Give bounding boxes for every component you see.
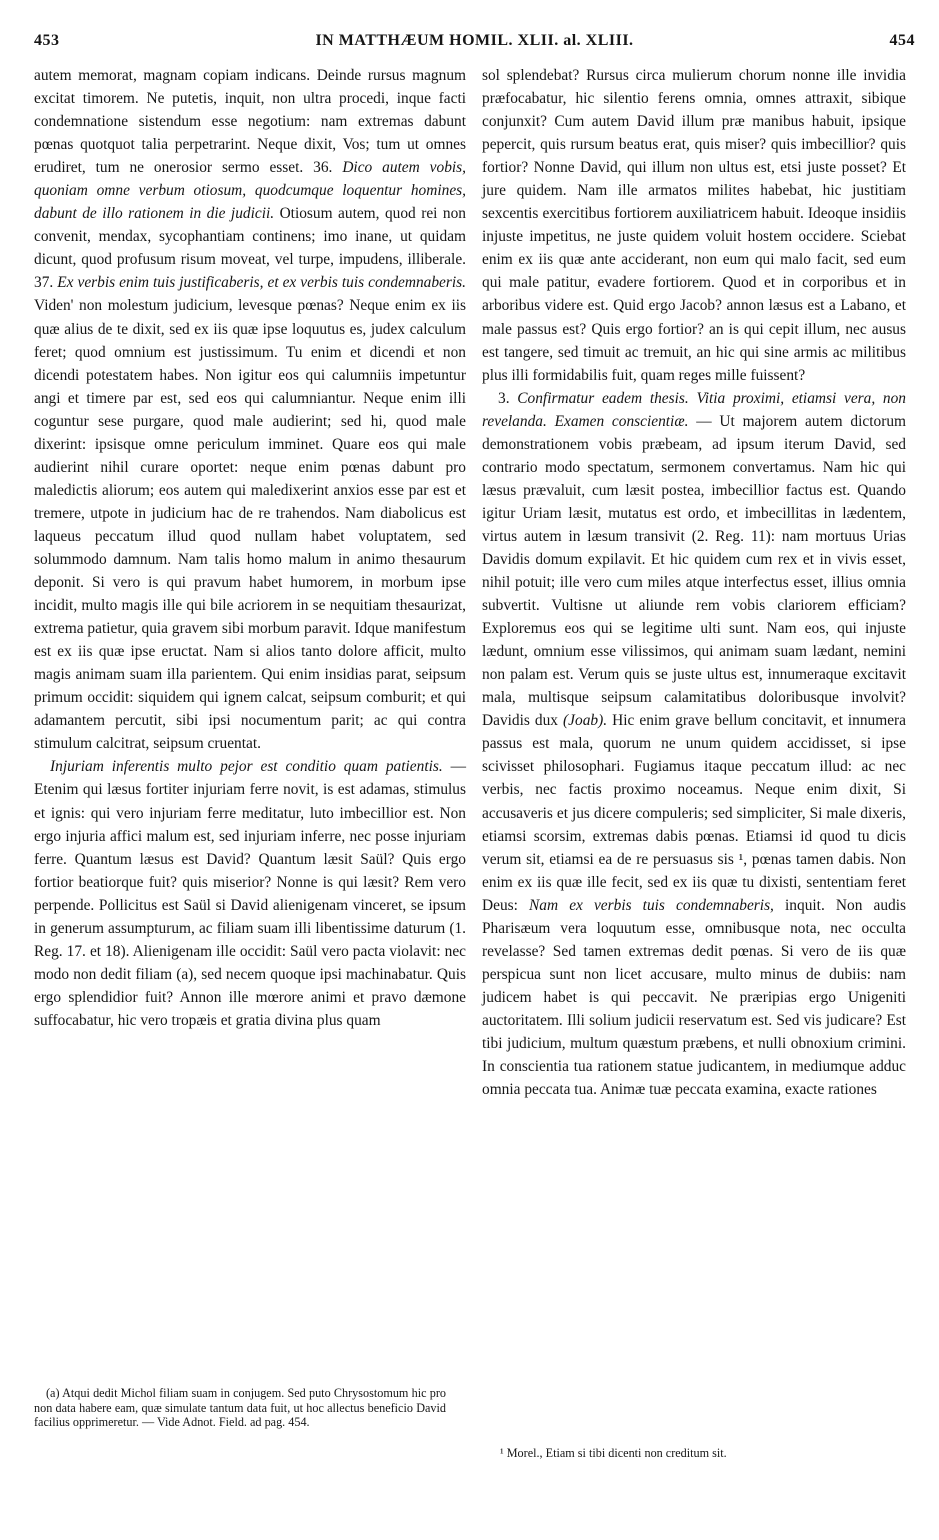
scripture-quote: Dico autem vobis, quoniam omne verbum otiosum, quodcumque loquentur homines, dabunt de illo rationem in die judicii. <box>34 159 466 223</box>
right-paragraph-1 <box>482 64 906 387</box>
right-text: sol splendebat? Rursus circa mulierum chorum nonne ille invidia præfocabatur, hic silentio ferens omnia, omnes attraxit, sibique conjunxit? Cum autem David illum præ manibus habuit, ipsique pepercit, quis rursum beatus erat, quis miser? quis imbecillior? quis fortior? Nonne David, qui illum non ultus est, etsi juste posset? Et jure quidem. Nam ille armatos milites habebat, hic justitiam sexcentis exercitibus fortiorem auxiliatricem habuit. Ideoque insidiis injuste impetitus, ne juste quidem voluit hostem occidere. Sciebat enim ex iis quæ ante acciderant, non eum qui malo facit, sed eum qui male patitur, evadere fortiorem. Quod et in corporibus et in arboribus videre est. Quid ergo Jacob? annon læsus est a Labano, et male passus est? Quis ergo fortior? an is qui cepit illum, nec ausus est tangere, sed timuit ac tremuit, an hic qui sine armis ac militibus plus illi formidabilis fuit, quam reges mille fuissent? <box>482 67 906 384</box>
right-text: Hic enim grave bellum concitavit, et innumera passus est mala, quorum ne unum quidem accidisset, si ipse scivisset philosophari. Fugiamus itaque peccatum illud: ac nec verbis, nec factis proximo noceamus. Neque enim dixit, Si accusaveris et jus dicere compuleris; sed simpliciter, Si male dixeris, etiamsi scorsim, extremas dabis pœnas. Etiamsi id quod tu dicis verum sit, etiamsi ea de re persuasus sis ¹, pœnas tamen dabis. Non enim ex iis quæ ille fecit, sed ex iis quæ tu dixisti, sententiam feret Deus: <box>482 712 906 914</box>
name-gloss: (Joab). <box>563 712 608 730</box>
right-paragraph-2 <box>482 387 906 1101</box>
running-header <box>34 32 915 62</box>
footnote-left <box>34 1386 446 1430</box>
left-text: Otiosum autem, quod rei non convenit, mendax, sycophantiam continens; imo inane, ut quidam dicunt, quod profusum risum moveat, vel turpe, impudens, illiberale. 37. <box>34 205 466 292</box>
right-column <box>482 64 906 1101</box>
left-paragraph-2 <box>34 755 466 1032</box>
left-paragraph-1 <box>34 64 466 755</box>
section-number: 3. <box>498 389 510 407</box>
right-text: inquit. Non audis Pharisæum vera loquutum esse, omnibusque nota, nec occulta revelasse? Sed tamen extremas dedit pœnas. Si vero de iis quæ perspicua sunt non licet accusare, multo minus de dubiis: nam judicem habet is qui peccavit. Ne præripias ergo Unigeniti auctoritatem. Illi solium judicii reservatum est. Sed vis judicare? Est tibi judicium, multum quæstum præbens, et nulli obnoxium crimini. In conscientia tua rationem statue judicantem, in mediumque adduc omnia peccata tua. Animæ tuæ peccata examina, exacte rationes <box>482 896 906 1099</box>
left-text: autem memorat, magnam copiam indicans. Deinde rursus magnum excitat timorem. Ne putetis, inquit, non ultra procedi, inque facti condemnatione sistendum esse negotium: nam extremas dabunt pœnas quotquot talia perpetrarint. Neque dixit, Vos; tum ut omnes erudiret, tum ne onerosior sermo esset. 36. <box>34 67 466 177</box>
scripture-quote: Nam ex verbis tuis condemnaberis, <box>529 896 774 914</box>
section-heading: Confirmatur eadem thesis. Vitia proximi, etiamsi vera, non revelanda. Examen conscientiæ. <box>482 389 906 430</box>
footnote-text <box>500 1446 906 1461</box>
footnote-marker: ¹ Morel., <box>500 1446 543 1460</box>
footnote-variant: Etiam si tibi dicenti non creditum sit. <box>545 1446 727 1460</box>
footnote-text: (a) Atqui dedit Michol filiam suam in conjugem. Sed puto Chrysostomum hic pro non data habere eam, quæ simulate tantum data fuit, ut hoc allectus beneficio David facilius opprimeretur. — Vide Adnot. Field. ad pag. 454. <box>34 1386 446 1430</box>
left-text: Viden' non molestum judicium, levesque pœnas? Neque enim ex iis quæ alius de te dixit, sed ex iis quæ ipse loquutus es, judex calculum feret; quod omnium est justissimum. Tu enim et dicendi et non dicendi potestatem habes. Non igitur eos qui calumniis impetuntur angi et timere par est, sed eos qui calumniantur. Neque enim illi coguntur sese purgare, quod male audierint; sed hi, quod male dixerint: ipsisque omne periculum imminet. Quare eos qui male audierint nihil curare oportet: neque enim pœnas dabunt pro maledictis aliorum; eos autem qui maledixerint anxios esse par est et tremere, utpote in judicium hac de re trahendos. Nam diabolicus est laqueus peccatum illud quod nullam habet voluptatem, sed solummodo damnum. Nam talis homo malum in animo thesaurum deponit. Si vero is qui pravum habet humorem, in morbum ipse incidit, multo magis ille qui bile acriorem in se nequitiam thesaurizat, extrema patietur, quia gravem sibi morbum paravit. Idque manifestum est ex iis quæ ipse eructat. Nam si alios tanto dolore afficit, multo magis animam suam illa parientem. Qui enim insidias parat, seipsum primum occidit: siquidem qui ignem calcat, seipsum comburit; et qui adamantem percutit, sibi ipsi nocumentum parit; ac qui contra stimulum calcitrat, seipsum cruentat. <box>34 297 466 753</box>
right-text: — Ut majorem autem dictorum demonstrationem vobis præbeam, ad ipsum iterum David, sed contrario modo spectatum, sermonem convertamus. Nam hic qui læsus prævaluit, cum læsit postea, imbecillior factus est. Quando igitur Uriam læsit, mutatus est ordo, et imbecillitas in lædentem, virtus autem in læsum transivit (2. Reg. 11): nam mortuus Urias Davidis domum expilavit. Et hic quidem cum rex et in vivis esset, nihil potuit; ille vero cum miles atque interfectus esset, illius omnia subvertit. Vultisne ut aliunde rem vobis clariorem efficiam? Exploremus eos qui se legitime ulti sunt. Nam eos, qui injuste lædunt, omnium esse vilissimos, qui animam suam lædant, nemini non palam est. Verum quis se juste ultus est, innumeraque excitavit mala, multisque seipsum calamitatibus doloribusque involvit? Davidis dux <box>482 412 906 730</box>
scripture-quote: Ex verbis enim tuis justificaberis, et ex verbis tuis condemnaberis. <box>57 274 466 292</box>
section-heading: Injuriam inferentis multo pejor est conditio quam patientis. <box>50 758 443 776</box>
left-text: — Etenim qui læsus fortiter injuriam ferre novit, is est adamas, stimulus et ignis: qui vero injuriam ferre meditatur, luto imbecillior est. Non ergo injuria affici malum est, sed injuriam inferre, nec posse injuriam ferre. Quantum læsus est David? Quantum læsit Saül? Quis ergo fortior beatiorque fuit? quis miserior? Nonne is qui læsit? Rem vero perpende. Pollicitus est Saül si David alienigenam vinceret, se ipsum in generum assumpturum, ac filiam suam illi libentissime daturum (1. Reg. 17. et 18). Alienigenam ille occidit: Saül vero pacta violavit: nec modo non dedit filiam (a), sed necem quoque ipsi machinabatur. Quis ergo splendidior fuit? Annon ille mœrore animi et pravo dæmone suffocabatur, hic vero tropæis et gratia divina plus quam <box>34 758 466 1029</box>
footnote-right <box>500 1446 906 1461</box>
page-number-right: 454 <box>889 32 915 49</box>
left-column <box>34 64 466 1032</box>
page-number-left: 453 <box>34 32 60 49</box>
running-title: IN MATTHÆUM HOMIL. XLII. al. XLIII. <box>315 32 634 49</box>
